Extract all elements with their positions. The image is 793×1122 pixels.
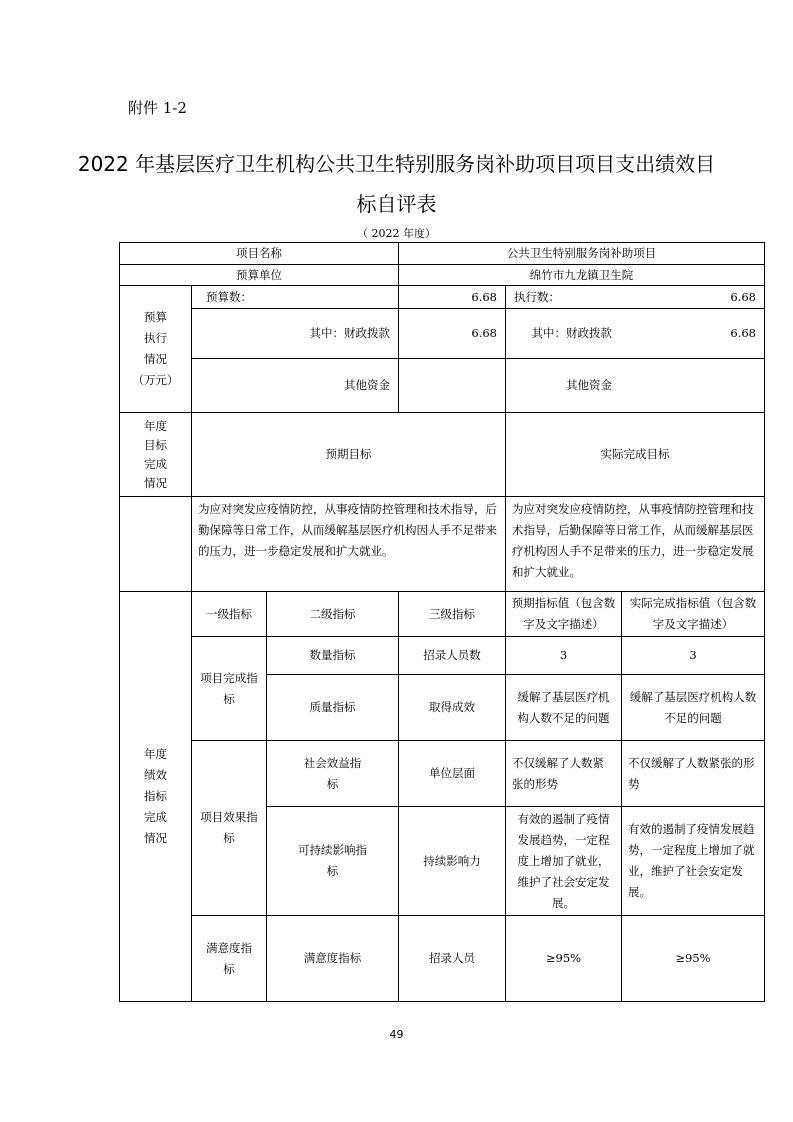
other-funds-label-exec: 其他资金	[566, 378, 612, 392]
expected-goal-text: 为应对突发应疫情防控，从事疫情防控管理和技术指导，后勤保障等日常工作，从而缓解基层医疗机构因人手不足带来的压力，进一步稳定发展和扩大就业。	[198, 502, 497, 558]
indicators-section-label	[120, 592, 191, 1001]
table-cell-level3: 招录人员数	[423, 648, 481, 662]
header-expected-value: 预期指标值（包含数字及文字描述）	[511, 596, 616, 631]
table-cell-actual: 3	[689, 648, 697, 662]
goals-section-label-line: 年度	[144, 418, 167, 433]
table-cell-level2: 社会效益指标	[303, 755, 362, 791]
fiscal-exec-value: 6.68	[730, 326, 756, 340]
table-cell-actual: 有效的遏制了疫情发展趋势，一定程度上增加了就业，维护了社会安定发展。	[628, 822, 755, 899]
table-cell-level2: 满意度指标	[303, 951, 362, 965]
budget-unit-value: 绵竹市九龙镇卫生院	[529, 267, 634, 282]
budget-section-label-line: 预算	[144, 310, 167, 324]
table-cell-expected: 3	[559, 648, 568, 662]
goals-section-label-line: 目标	[144, 437, 167, 452]
table-cell-level3: 取得成效	[429, 700, 475, 714]
budget-count-value: 6.68	[471, 289, 497, 304]
actual-goal-text: 为应对突发应疫情防控，从事疫情防控管理和技术指导，后勤保障等日常工作，从而缓解基层医疗机构因人手不足带来的压力，进一步稳定发展和扩大就业。	[512, 502, 754, 579]
header-level1: 一级指标	[206, 606, 252, 621]
header-actual-value: 实际完成指标值（包含数字及文字描述）	[629, 596, 757, 631]
indicators-section-label-line: 情况	[144, 831, 167, 845]
indicators-section-label-line: 绩效	[144, 768, 167, 782]
actual-goal-header: 实际完成目标	[600, 447, 670, 461]
page-title-continued: 标自评表	[356, 192, 437, 216]
page-title: 2022 年基层医疗卫生机构公共卫生特别服务岗补助项目项目支出绩效目	[77, 152, 716, 176]
project-name-label: 项目名称	[236, 246, 282, 260]
table-cell-level2: 数量指标	[309, 648, 356, 662]
expected-goal-header: 预期目标	[325, 447, 372, 461]
level1-project-completion: 项目完成指标	[200, 670, 258, 706]
exec-count-label: 执行数：	[514, 289, 560, 304]
table-cell-expected: 有效的遏制了疫情发展趋势，一定程度上增加了就业，维护了社会安定发展。	[517, 811, 610, 910]
goals-section-label	[120, 413, 191, 496]
budget-count-label: 预算数：	[206, 289, 252, 304]
level1-project-effect: 项目效果指标	[200, 810, 258, 845]
table-cell-level2: 可持续影响指标	[298, 843, 367, 878]
fiscal-budget-value: 6.68	[471, 326, 497, 340]
project-name-value: 公共卫生特别服务岗补助项目	[506, 246, 657, 260]
table-cell-expected: 不仅缓解了人数紧张的形势	[512, 755, 604, 791]
table-cell-expected: 缓解了基层医疗机构人数不足的问题	[517, 689, 610, 725]
table-cell-level2: 质量指标	[309, 700, 356, 714]
year-label: （ 2022 年度）	[357, 227, 436, 240]
budget-section-label-line: 情况	[144, 352, 167, 366]
budget-section-label-line: （万元）	[132, 373, 179, 387]
table-cell-actual: 不仅缓解了人数紧张的形势	[628, 755, 755, 791]
fiscal-label-exec: 其中：财政拨款	[531, 326, 612, 340]
table-cell-level3: 持续影响力	[423, 853, 481, 868]
table-cell-level3: 招录人员	[429, 951, 475, 965]
fiscal-label-budget: 其中：财政拨款	[309, 326, 390, 340]
other-funds-label-budget: 其他资金	[344, 378, 390, 392]
budget-unit-label: 预算单位	[236, 267, 282, 282]
indicators-section-label-line: 完成	[144, 810, 167, 824]
table-cell-actual: ≥95%	[675, 951, 711, 965]
attachment-label: 附件 1-2	[128, 99, 187, 117]
budget-section-label	[120, 286, 191, 412]
goals-section-label-line: 情况	[144, 475, 167, 490]
page-number: 49	[389, 1028, 404, 1041]
goals-section-label-line: 完成	[144, 456, 167, 471]
header-level2: 二级指标	[309, 606, 356, 621]
exec-count-value: 6.68	[730, 289, 756, 304]
header-level3: 三级指标	[429, 606, 475, 621]
table-cell-actual: 缓解了基层医疗机构人数不足的问题	[629, 689, 757, 725]
level1-satisfaction: 满意度指标	[206, 940, 252, 976]
indicators-section-label-line: 指标	[144, 789, 167, 803]
indicators-section-label-line: 年度	[144, 747, 167, 761]
table-cell-level3: 单位层面	[429, 766, 475, 780]
budget-section-label-line: 执行	[144, 331, 167, 345]
table-cell-expected: ≥95%	[545, 951, 582, 965]
